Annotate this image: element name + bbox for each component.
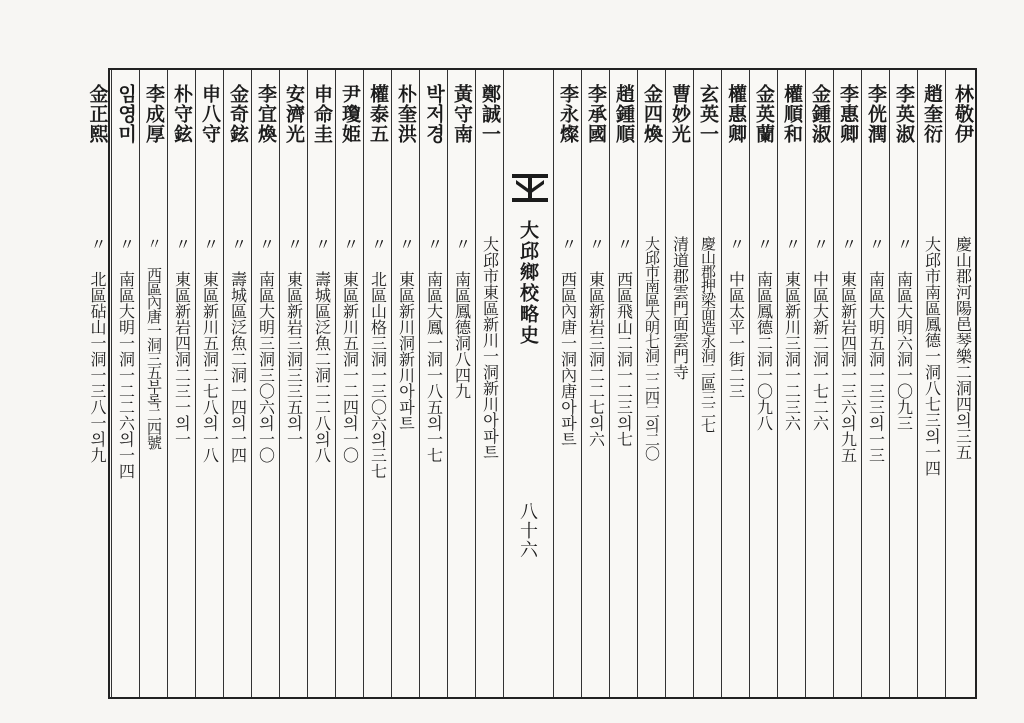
person-address: 〃 壽城區泛魚二洞二二八의八 (312, 236, 332, 463)
person-name: 金鍾淑 (809, 84, 831, 144)
person-address: 〃 壽城區泛魚二洞一四의一四 (228, 236, 248, 463)
person-address: 〃 南區大明三洞三〇六의一〇 (256, 236, 276, 463)
running-header (503, 70, 553, 697)
person-address: 〃 東區新川三洞一二三六 (782, 236, 802, 431)
roster-entry (279, 70, 307, 697)
person-name: 申命圭 (311, 84, 333, 144)
person-address: 〃 南區鳳德洞八四九 (452, 236, 472, 399)
person-name: 李惠卿 (837, 84, 859, 144)
person-name: 李成厚 (143, 84, 165, 144)
person-address: 〃 北區砧山一洞一三八一의九 (88, 236, 107, 463)
person-address: 大邱市南區鳳德一洞八七三의一四 (922, 236, 942, 476)
person-address: 〃 西區飛山二洞一二三의七 (614, 236, 634, 447)
person-address: 大邱市南區大明七洞二二四二의二〇 (643, 236, 661, 460)
roster-entry (721, 70, 749, 697)
roster-entry (805, 70, 833, 697)
person-name: 李宜煥 (255, 84, 277, 144)
person-name: 金奇鉉 (227, 84, 249, 144)
person-name: 鄭誠一 (479, 84, 501, 144)
roster-table (86, 68, 977, 699)
roster-entry (307, 70, 335, 697)
person-address: 〃 東區新川五洞二七八의一八 (200, 236, 220, 463)
roster-entry (693, 70, 721, 697)
page-number: 八十六 (517, 502, 538, 559)
person-address: 〃 西區內唐一洞內唐아파트 (558, 236, 578, 447)
roster-entry (777, 70, 805, 697)
roster-entry (553, 70, 581, 697)
roster-entry (475, 70, 503, 697)
person-address: 慶山郡押梁面造永洞二區三二七 (699, 236, 717, 432)
person-address: 〃 東區新川五洞一二四의一〇 (340, 236, 360, 463)
roster-entry (861, 70, 889, 697)
roster-entry (833, 70, 861, 697)
person-name: 趙鍾順 (613, 84, 635, 144)
person-address: 〃 南區大鳳一洞一八五의一七 (424, 236, 444, 463)
roster-entry (447, 70, 475, 697)
roster-entry (167, 70, 195, 697)
roster-entry (945, 70, 979, 697)
section-mark-icon (510, 168, 550, 208)
person-address: 〃 東區新岩三洞二二七의六 (586, 236, 606, 447)
person-address: 〃 西區內唐一洞三五부록二四號 (145, 236, 163, 449)
roster-entry (363, 70, 391, 697)
roster-entry (195, 70, 223, 697)
person-address: 〃 中區太平一街二三 (726, 236, 746, 399)
person-name: 金英蘭 (753, 84, 775, 144)
roster-entry (749, 70, 777, 697)
person-name: 趙奎衍 (921, 84, 943, 144)
person-name: 李永燦 (557, 84, 579, 144)
person-name: 金正熙 (86, 84, 109, 144)
person-address: 〃 南區大明五洞一三三의一三 (866, 236, 886, 463)
person-address: 〃 東區新岩四洞一三六의九五 (838, 236, 858, 463)
person-address: 大邱市東區新川一洞新川아파트 (480, 236, 500, 460)
person-name: 林敬伊 (952, 84, 974, 144)
roster-entry (83, 70, 111, 697)
roster-entry (665, 70, 693, 697)
roster-entry (609, 70, 637, 697)
person-name: 申八守 (199, 84, 221, 144)
roster-entry (139, 70, 167, 697)
person-address: 〃 東區新岩三洞三三五의一 (284, 236, 304, 447)
person-name: 朴奎洪 (395, 84, 417, 144)
person-address: 慶山郡河陽邑琴樂二洞四의三五 (953, 236, 973, 460)
person-name: 李侊潤 (865, 84, 887, 144)
person-name: 박저경 (423, 84, 445, 144)
person-name: 朴守鉉 (171, 84, 193, 144)
person-name: 尹瓊姫 (339, 84, 361, 144)
person-address: 〃 南區大明六洞一〇九三 (894, 236, 914, 431)
roster-entry (335, 70, 363, 697)
person-address: 清道郡雲門面雲門寺 (670, 236, 690, 380)
roster-entry (251, 70, 279, 697)
person-address: 〃 北區山格三洞一三〇六의三七 (368, 236, 388, 479)
person-name: 安濟光 (283, 84, 305, 144)
roster-entry (917, 70, 945, 697)
person-name: 임영미 (115, 84, 137, 144)
person-name: 玄英一 (697, 84, 719, 144)
roster-entry (419, 70, 447, 697)
person-name: 李承國 (585, 84, 607, 144)
roster-entry (637, 70, 665, 697)
roster-entry (111, 70, 139, 697)
person-name: 權惠卿 (725, 84, 747, 144)
person-name: 黃守南 (451, 84, 473, 144)
person-address: 〃 中區大新二洞一七二六 (810, 236, 830, 431)
person-address: 〃 南區鳳德二洞一〇九八 (754, 236, 774, 431)
roster-entry (391, 70, 419, 697)
person-address: 〃 南區大明一洞一二二六의一四 (116, 236, 136, 479)
person-name: 李英淑 (893, 84, 915, 144)
roster-entry (223, 70, 251, 697)
person-name: 權泰五 (367, 84, 389, 144)
person-name: 金四煥 (641, 84, 663, 144)
person-name: 權順和 (781, 84, 803, 144)
person-name: 曹妙光 (669, 84, 691, 144)
roster-entry (889, 70, 917, 697)
roster-entry (581, 70, 609, 697)
book-title: 大邱鄉校略史 (517, 220, 539, 346)
person-address: 〃 東區新川洞新川아파트 (396, 236, 416, 431)
person-address: 〃 東區新岩四洞二三一의一 (172, 236, 192, 447)
